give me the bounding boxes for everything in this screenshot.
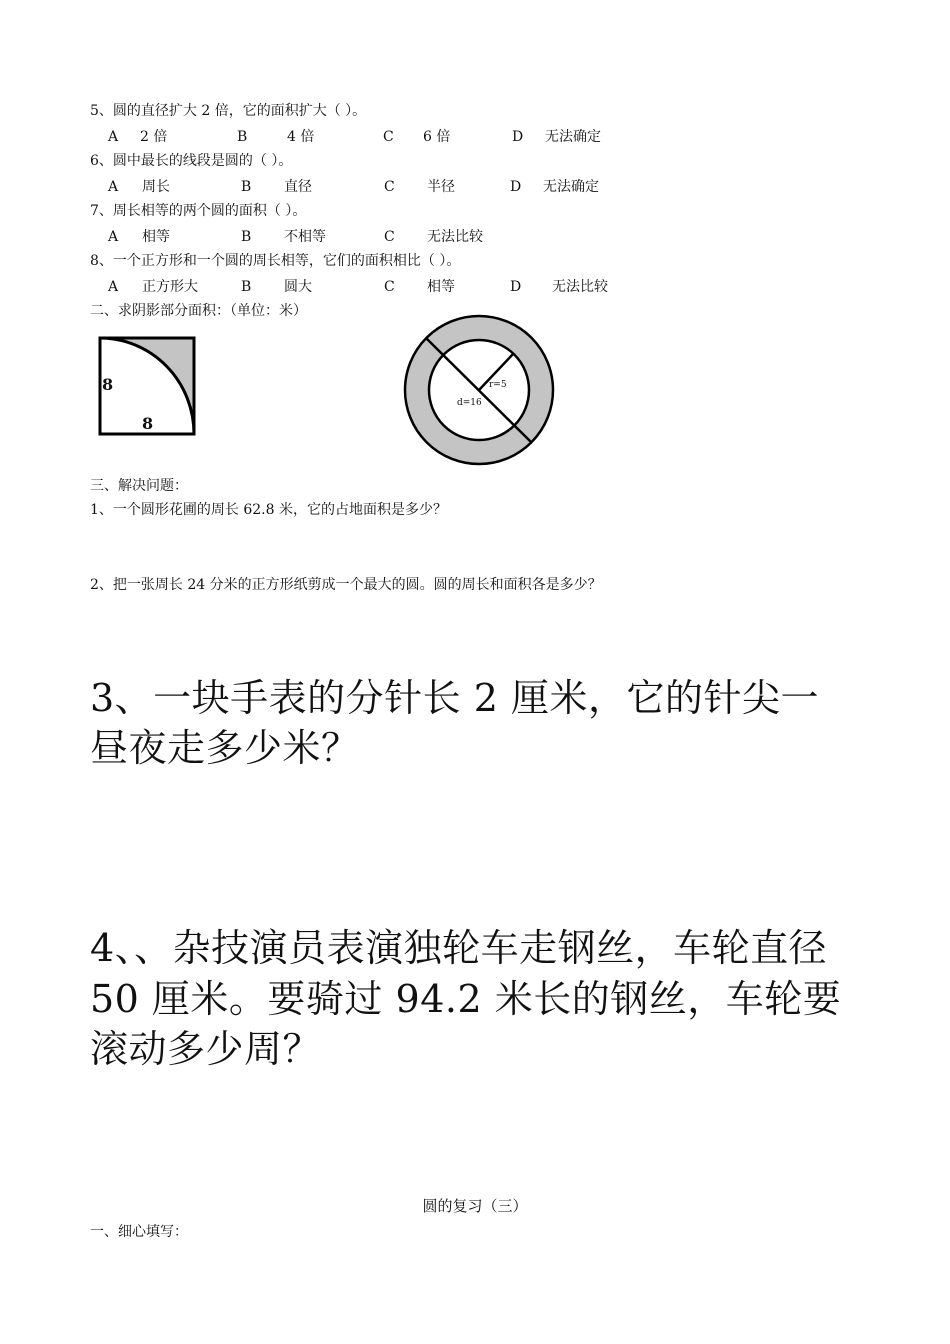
q6-option-d-text: 无法确定 [543, 179, 599, 195]
section-2-heading: 二、求阴影部分面积：（单位：米） [90, 303, 307, 319]
section-1-heading: 一、细心填写： [90, 1224, 188, 1240]
q5-option-a-letter: A [108, 129, 119, 145]
fig1-bottom-label: 8 [142, 414, 154, 433]
q8-option-b-letter: B [241, 279, 252, 295]
q6-option-b-text: 直径 [284, 179, 312, 195]
fig2-diameter-label: d=16 [457, 398, 482, 408]
q5-option-d-letter: D [512, 129, 524, 145]
q5-option-b-text: 4 倍 [287, 129, 315, 145]
q7-option-b-text: 不相等 [284, 229, 326, 245]
problem-3-line-1: 3、一块手表的分针长 2 厘米，它的针尖一 [90, 676, 820, 720]
q6-option-a-letter: A [108, 179, 119, 195]
q6-option-b-letter: B [241, 179, 252, 195]
q6-option-c-text: 半径 [427, 179, 455, 195]
q7-option-a-letter: A [108, 229, 119, 245]
problem-4-line-2: 50 厘米。要骑过 94.2 米长的钢丝，车轮要 [90, 977, 842, 1021]
question-5-text: 5、圆的直径扩大 2 倍，它的面积扩大（ ）。 [90, 103, 367, 119]
q7-option-c-text: 无法比较 [427, 229, 483, 245]
q5-option-a-text: 2 倍 [140, 129, 168, 145]
q8-option-a-letter: A [108, 279, 119, 295]
question-8-text: 8、一个正方形和一个圆的周长相等，它们的面积相比（ ）。 [90, 253, 461, 269]
question-6-text: 6、圆中最长的线段是圆的（ ）。 [90, 153, 293, 169]
fig1-side-label: 8 [102, 375, 114, 394]
q7-option-b-letter: B [241, 229, 252, 245]
q5-option-c-text: 6 倍 [423, 129, 451, 145]
section-3-heading: 三、解决问题： [90, 478, 188, 494]
figure-ring [400, 313, 558, 469]
q8-option-c-text: 相等 [427, 279, 455, 295]
q5-option-b-letter: B [237, 129, 248, 145]
problem-4-line-1: 4、、杂技演员表演独轮车走钢丝，车轮直径 [90, 926, 828, 970]
problem-4-line-3: 滚动多少周？ [90, 1027, 322, 1071]
q5-option-c-letter: C [383, 129, 394, 145]
fig2-radius-label: r=5 [489, 380, 507, 390]
q5-option-d-text: 无法确定 [545, 129, 601, 145]
q8-option-d-text: 无法比较 [552, 279, 608, 295]
problem-3-line-2: 昼夜走多少米？ [90, 726, 360, 770]
q8-option-c-letter: C [384, 279, 395, 295]
q6-option-a-text: 周长 [142, 179, 170, 195]
q6-option-d-letter: D [510, 179, 522, 195]
q8-option-d-letter: D [510, 279, 522, 295]
q6-option-c-letter: C [384, 179, 395, 195]
q7-option-c-letter: C [384, 229, 395, 245]
problem-1: 1、一个圆形花圃的周长 62.8 米，它的占地面积是多少？ [90, 502, 447, 518]
problem-2: 2、把一张周长 24 分米的正方形纸剪成一个最大的圆。圆的周长和面积各是多少？ [90, 577, 602, 593]
q8-option-a-text: 正方形大 [142, 279, 198, 295]
question-7-text: 7、周长相等的两个圆的面积（ ）。 [90, 203, 307, 219]
q7-option-a-text: 相等 [142, 229, 170, 245]
q8-option-b-text: 圆大 [284, 279, 312, 295]
review-title: 圆的复习（三） [422, 1197, 528, 1215]
